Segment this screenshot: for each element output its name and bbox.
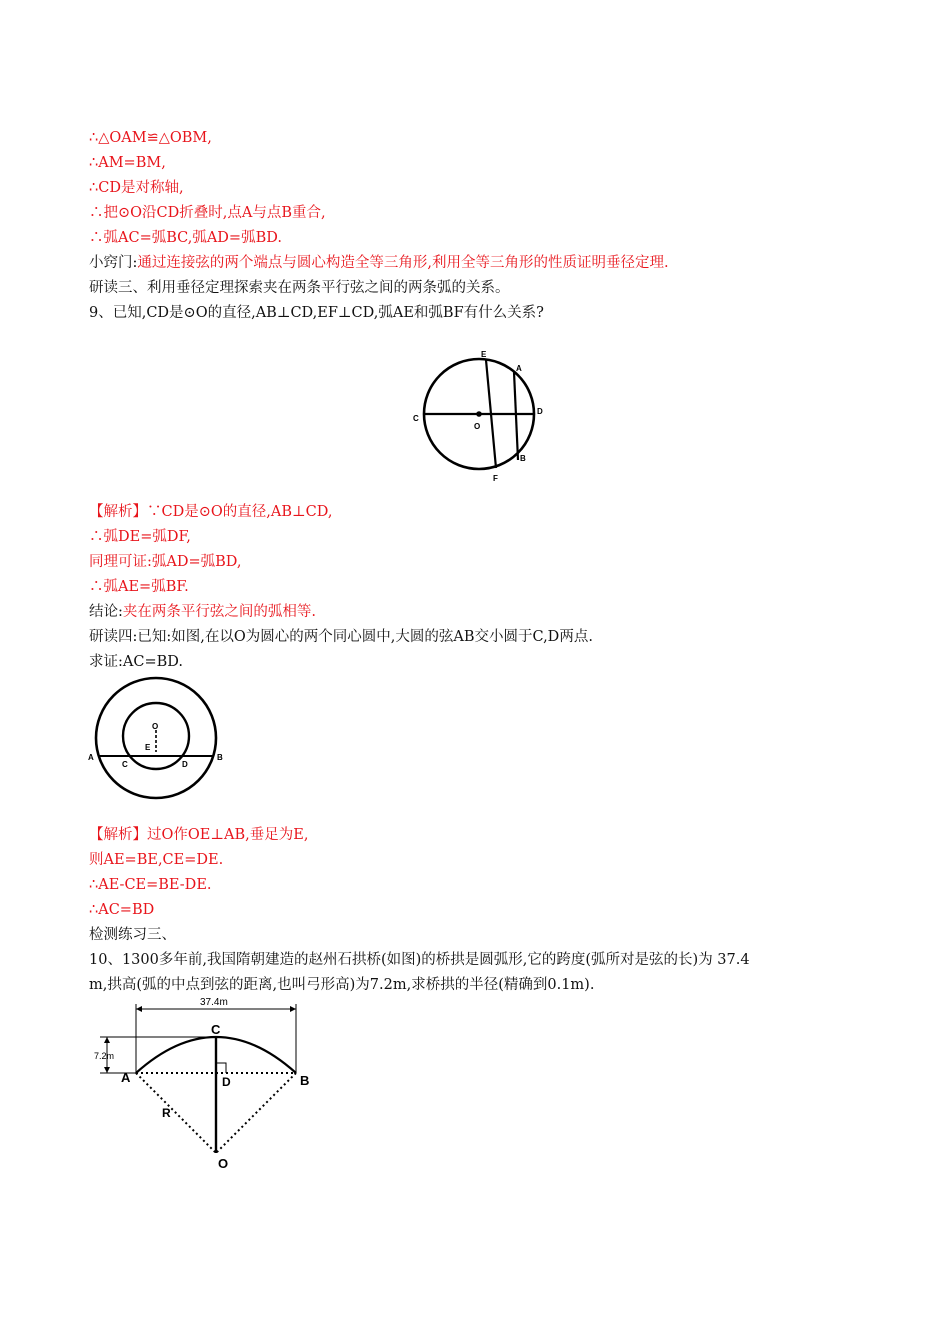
conclusion-line — [89, 602, 316, 622]
label-c: C — [211, 1022, 221, 1037]
tip-line — [89, 253, 669, 273]
proof-line-4: ∴把⊙O沿CD折叠时,点A与点B重合, — [89, 205, 326, 221]
proof-line-5: ∴弧AC=弧BC,弧AD=弧BD. — [89, 230, 282, 246]
question-9: 9、已知,CD是⊙O的直径,AB⊥CD,EF⊥CD,弧AE和弧BF有什么关系? — [89, 305, 544, 321]
question-10-line-2: m,拱高(弧的中点到弦的距离,也叫弓形高)为7.2m,求桥拱的半径(精确到0.1m). — [89, 977, 595, 993]
label-b: B — [520, 454, 526, 463]
label-r: R — [162, 1106, 171, 1120]
conclusion-text: 夹在两条平行弦之间的弧相等. — [122, 604, 316, 620]
analysis1-line-2: ∴弧DE=弧DF, — [89, 529, 191, 545]
label-d: D — [537, 407, 543, 416]
label-f: F — [493, 474, 498, 483]
analysis2-line-4: ∴AC=BD — [89, 902, 155, 918]
tip-text: 通过连接弦的两个端点与圆心构造全等三角形,利用全等三角形的性质证明垂径定理. — [137, 255, 669, 271]
study4-line-2: 求证:AC=BD. — [89, 654, 183, 670]
proof-line-2: ∴AM=BM, — [89, 155, 166, 171]
analysis2-line-1: 【解析】过O作OE⊥AB,垂足为E, — [89, 827, 309, 843]
analysis1-line-4: ∴弧AE=弧BF. — [89, 579, 189, 595]
center-dot — [476, 411, 482, 417]
label-o: O — [218, 1156, 229, 1171]
study3-title: 研读三、利用垂径定理探索夹在两条平行弦之间的两条弧的关系。 — [89, 280, 510, 296]
chord-ab — [514, 372, 518, 460]
question-10-line-1: 10、1300多年前,我国隋朝建造的赵州石拱桥(如图)的桥拱是圆弧形,它的跨度(弧所对是弦的长)为 37.4 — [89, 952, 750, 968]
practice-title: 检测练习三、 — [89, 927, 176, 943]
label-e: E — [481, 350, 487, 359]
label-e: E — [145, 743, 151, 752]
label-d: D — [182, 760, 188, 769]
analysis2-line-2: 则AE=BE,CE=DE. — [89, 852, 224, 868]
figure-concentric-circles — [84, 676, 228, 802]
tip-label: 小窍门: — [89, 255, 138, 271]
label-b: B — [217, 753, 223, 762]
label-o: O — [474, 422, 481, 431]
height-label: 7.2m — [94, 1051, 115, 1061]
figure-circle-parallel-chords — [400, 340, 560, 490]
proof-line-3: ∴CD是对称轴, — [89, 180, 184, 196]
label-c: C — [122, 760, 128, 769]
span-label: 37.4m — [200, 997, 228, 1008]
label-a: A — [121, 1070, 131, 1085]
proof-line-1: ∴△OAM≌△OBM, — [89, 130, 212, 146]
radius-ao — [136, 1073, 216, 1153]
conclusion-label: 结论: — [89, 604, 123, 620]
label-a: A — [88, 753, 94, 762]
figure-bridge-arch — [90, 995, 330, 1175]
analysis1-line-3: 同理可证:弧AD=弧BD, — [89, 554, 242, 570]
label-b: B — [300, 1073, 310, 1088]
label-o: O — [152, 722, 159, 731]
analysis2-line-3: ∴AE-CE=BE-DE. — [89, 877, 212, 893]
label-d: D — [222, 1075, 231, 1089]
analysis1-line-1: 【解析】∵CD是⊙O的直径,AB⊥CD, — [89, 504, 333, 520]
study4-line-1: 研读四:已知:如图,在以O为圆心的两个同心圆中,大圆的弦AB交小圆于C,D两点. — [89, 629, 593, 645]
label-c: C — [413, 414, 419, 423]
label-a: A — [516, 364, 522, 373]
